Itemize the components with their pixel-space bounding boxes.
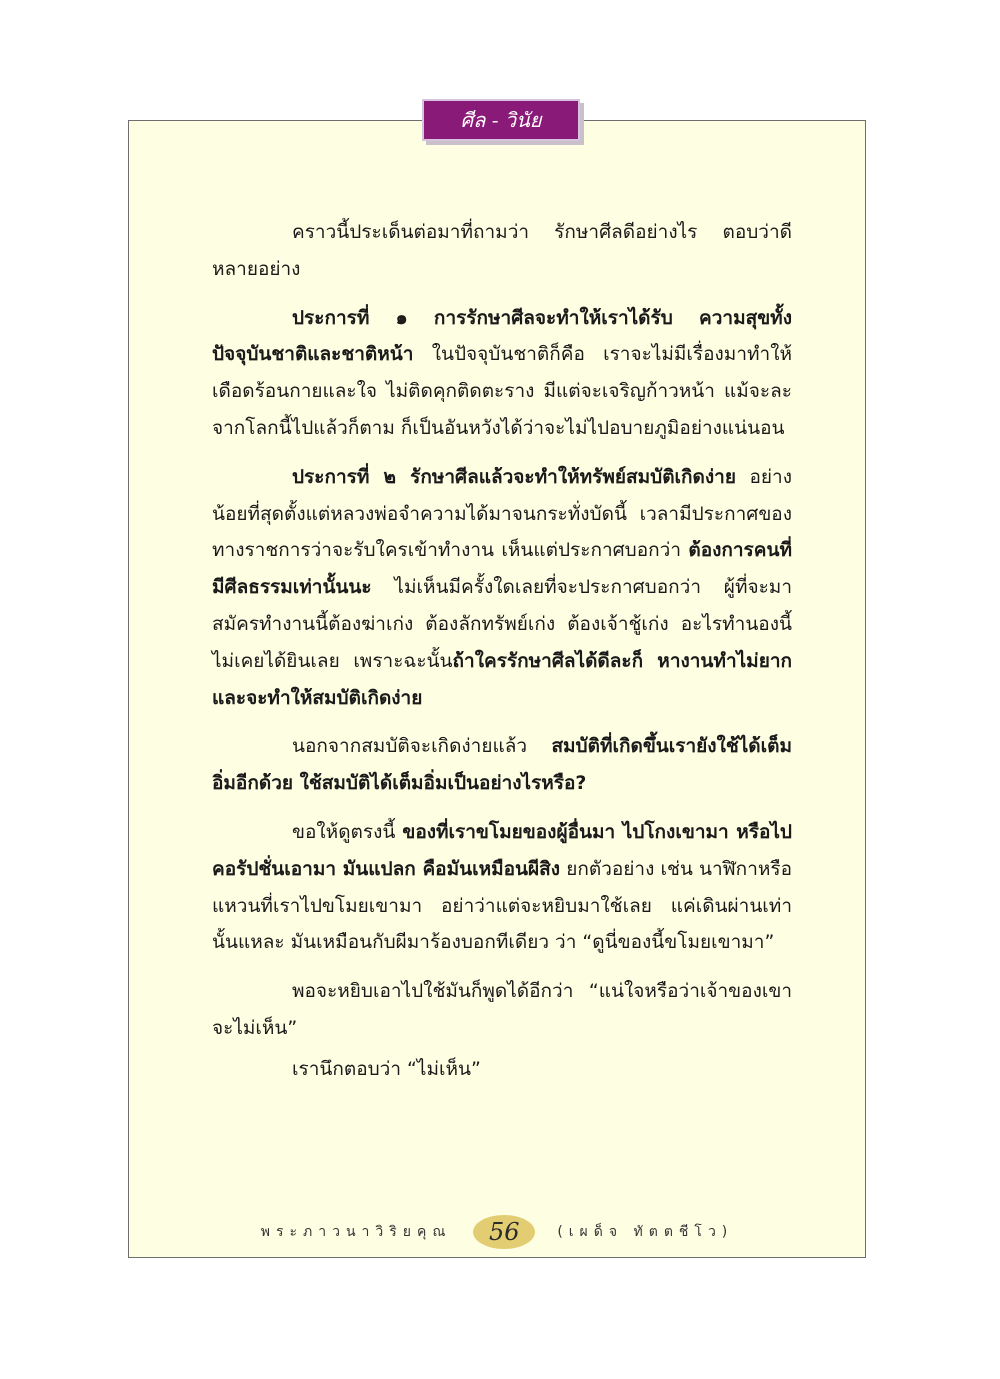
page-footer: [128, 1210, 866, 1254]
paragraph-answer: เรานึกตอบว่า “ไม่เห็น”: [292, 1057, 481, 1080]
paragraph-benefit-2: ประการที่ ๒ รักษาศีลแล้วจะทำให้ทรัพย์สมบัติเกิดง่าย อย่างน้อยที่สุดตั้งแต่หลวงพ่อจำความได้มาจนกระทั่งบัดนี้ เวลามีประกาศของทางราชการว่าจะรับใครเข้าทำงาน เห็นแต่ประกาศบอกว่า ต้องการคนที่มีศีลธรรมเท่านั้นนะ ไม่เห็นมีครั้งใดเลยที่จะประกาศบอกว่า ผู้ที่จะมาสมัครทำงานนี้ต้องฆ่าเก่ง ต้องลักทรัพย์เก่ง ต้องเจ้าชู้เก่ง อะไรทำนองนี้ ไม่เคยได้ยินเลย เพราะฉะนั้นถ้าใครรักษาศีลได้ดีละก็ หางานทำไม่ยาก และจะทำให้สมบัติเกิดง่าย: [212, 465, 793, 709]
paragraph-intro: คราวนี้ประเด็นต่อมาที่ถามว่า รักษาศีลดีอย่างไร ตอบว่าดีหลายอย่าง: [212, 221, 792, 280]
footer-book-title: พระภาวนาวิริยคุณ: [260, 1224, 452, 1240]
chapter-header-tab: [422, 99, 580, 141]
body-text: [212, 214, 792, 1100]
footer-author: (เผด็จ ทัตตชีโว): [557, 1224, 734, 1240]
page-number: 56: [473, 1215, 535, 1249]
paragraph-pick-up: พอจะหยิบเอาไปใช้มันก็พูดได้อีกว่า “แน่ใจหรือว่าเจ้าของเขาจะไม่เห็น”: [212, 980, 792, 1039]
paragraph-benefit-1: ประการที่ ๑ การรักษาศีลจะทำให้เราได้รับ ความสุขทั้งปัจจุบันชาติและชาติหน้า ในปัจจุบันชาติก็คือ เราจะไม่มีเรื่องมาทำให้เดือดร้อนกายและใจ ไม่ติดคุกติดตะราง มีแต่จะเจริญก้าวหน้า แม้จะละจากโลกนี้ไปแล้วก็ตาม ก็เป็นอันหวังได้ว่าจะไม่ไปอบายภูมิอย่างแน่นอน: [212, 306, 792, 439]
paragraph-stolen-goods: ขอให้ดูตรงนี้ ของที่เราขโมยของผู้อื่นมา ไปโกงเขามา หรือไปคอรัปชั่นเอามา มันแปลก คือมันเหมือนผีสิง ยกตัวอย่าง เช่น นาฬิกาหรือแหวนที่เราไปขโมยเขามา อย่าว่าแต่จะหยิบมาใช้เลย แค่เดินผ่านเท่า นั้นแหละ มันเหมือนกับผีมาร้องบอกทีเดียว ว่า “ดูนี่ของนี้ขโมยเขามา”: [212, 820, 792, 954]
chapter-title: ศีล - วินัย: [460, 108, 542, 132]
paragraph-wealth: นอกจากสมบัติจะเกิดง่ายแล้ว สมบัติที่เกิดขึ้นเรายังใช้ได้เต็มอิ่มอีกด้วย ใช้สมบัติได้เต็มอิ่มเป็นอย่างไรหรือ?: [212, 735, 792, 795]
